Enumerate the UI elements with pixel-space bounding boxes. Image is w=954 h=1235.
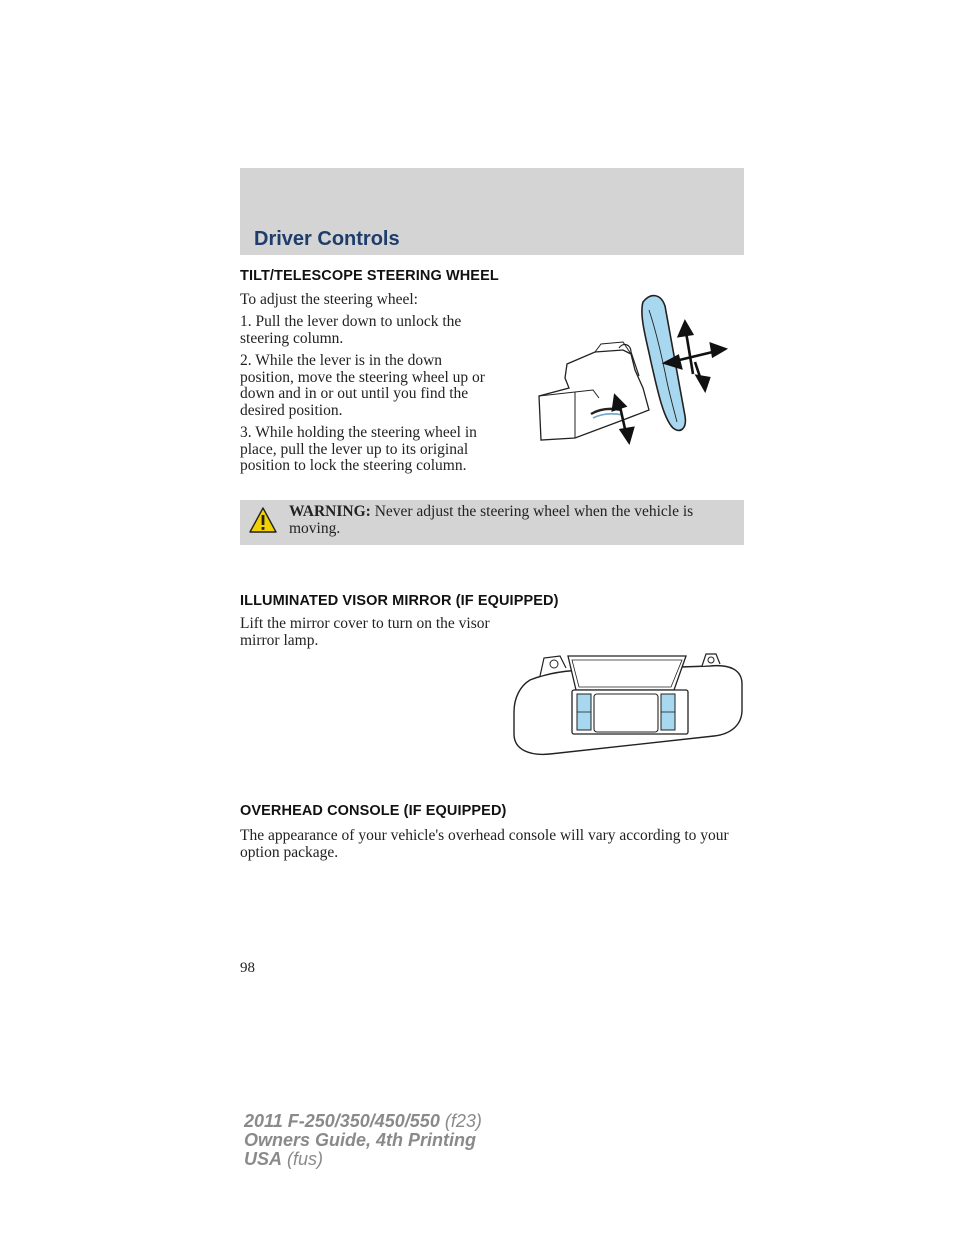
footer-model: 2011 F-250/350/450/550 [244,1111,440,1131]
tilt-step-2: 2. While the lever is in the down position, move the steering wheel up or down and in or out until you find the desired position. [240,352,485,419]
visor-mirror-text: Lift the mirror cover to turn on the visor mirror lamp. [240,615,490,649]
tilt-intro: To adjust the steering wheel: [240,291,418,308]
heading-overhead-console: OVERHEAD CONSOLE (IF EQUIPPED) [240,803,507,819]
tilt-step-1: 1. Pull the lever down to unlock the steering column. [240,313,462,347]
footer-market: USA [244,1149,283,1169]
footer-edition: Owners Guide, 4th Printing [244,1130,477,1150]
warning-box [240,500,744,545]
warning-triangle-icon [248,506,278,534]
page-title: Driver Controls [254,228,400,250]
warning-message: Never adjust the steering wheel when the vehicle is moving. [289,503,694,537]
footer-publication-info [244,1112,482,1169]
tilt-step-3: 3. While holding the steering wheel in place, pull the lever up to its original position to lock the steering column. [240,424,477,474]
page-number: 98 [240,960,255,976]
footer-model-code: (f23) [439,1111,482,1131]
heading-tilt-telescope: TILT/TELESCOPE STEERING WHEEL [240,268,499,284]
section-header-band [240,168,744,255]
overhead-console-text: The appearance of your vehicle's overhead console will vary according to your option package. [240,827,729,861]
footer-market-code: (fus) [282,1149,324,1169]
warning-text [289,504,735,537]
visor-mirror-illustration [510,650,746,758]
steering-wheel-illustration [535,292,735,452]
warning-label: WARNING: [289,503,371,520]
heading-visor-mirror: ILLUMINATED VISOR MIRROR (IF EQUIPPED) [240,593,559,609]
